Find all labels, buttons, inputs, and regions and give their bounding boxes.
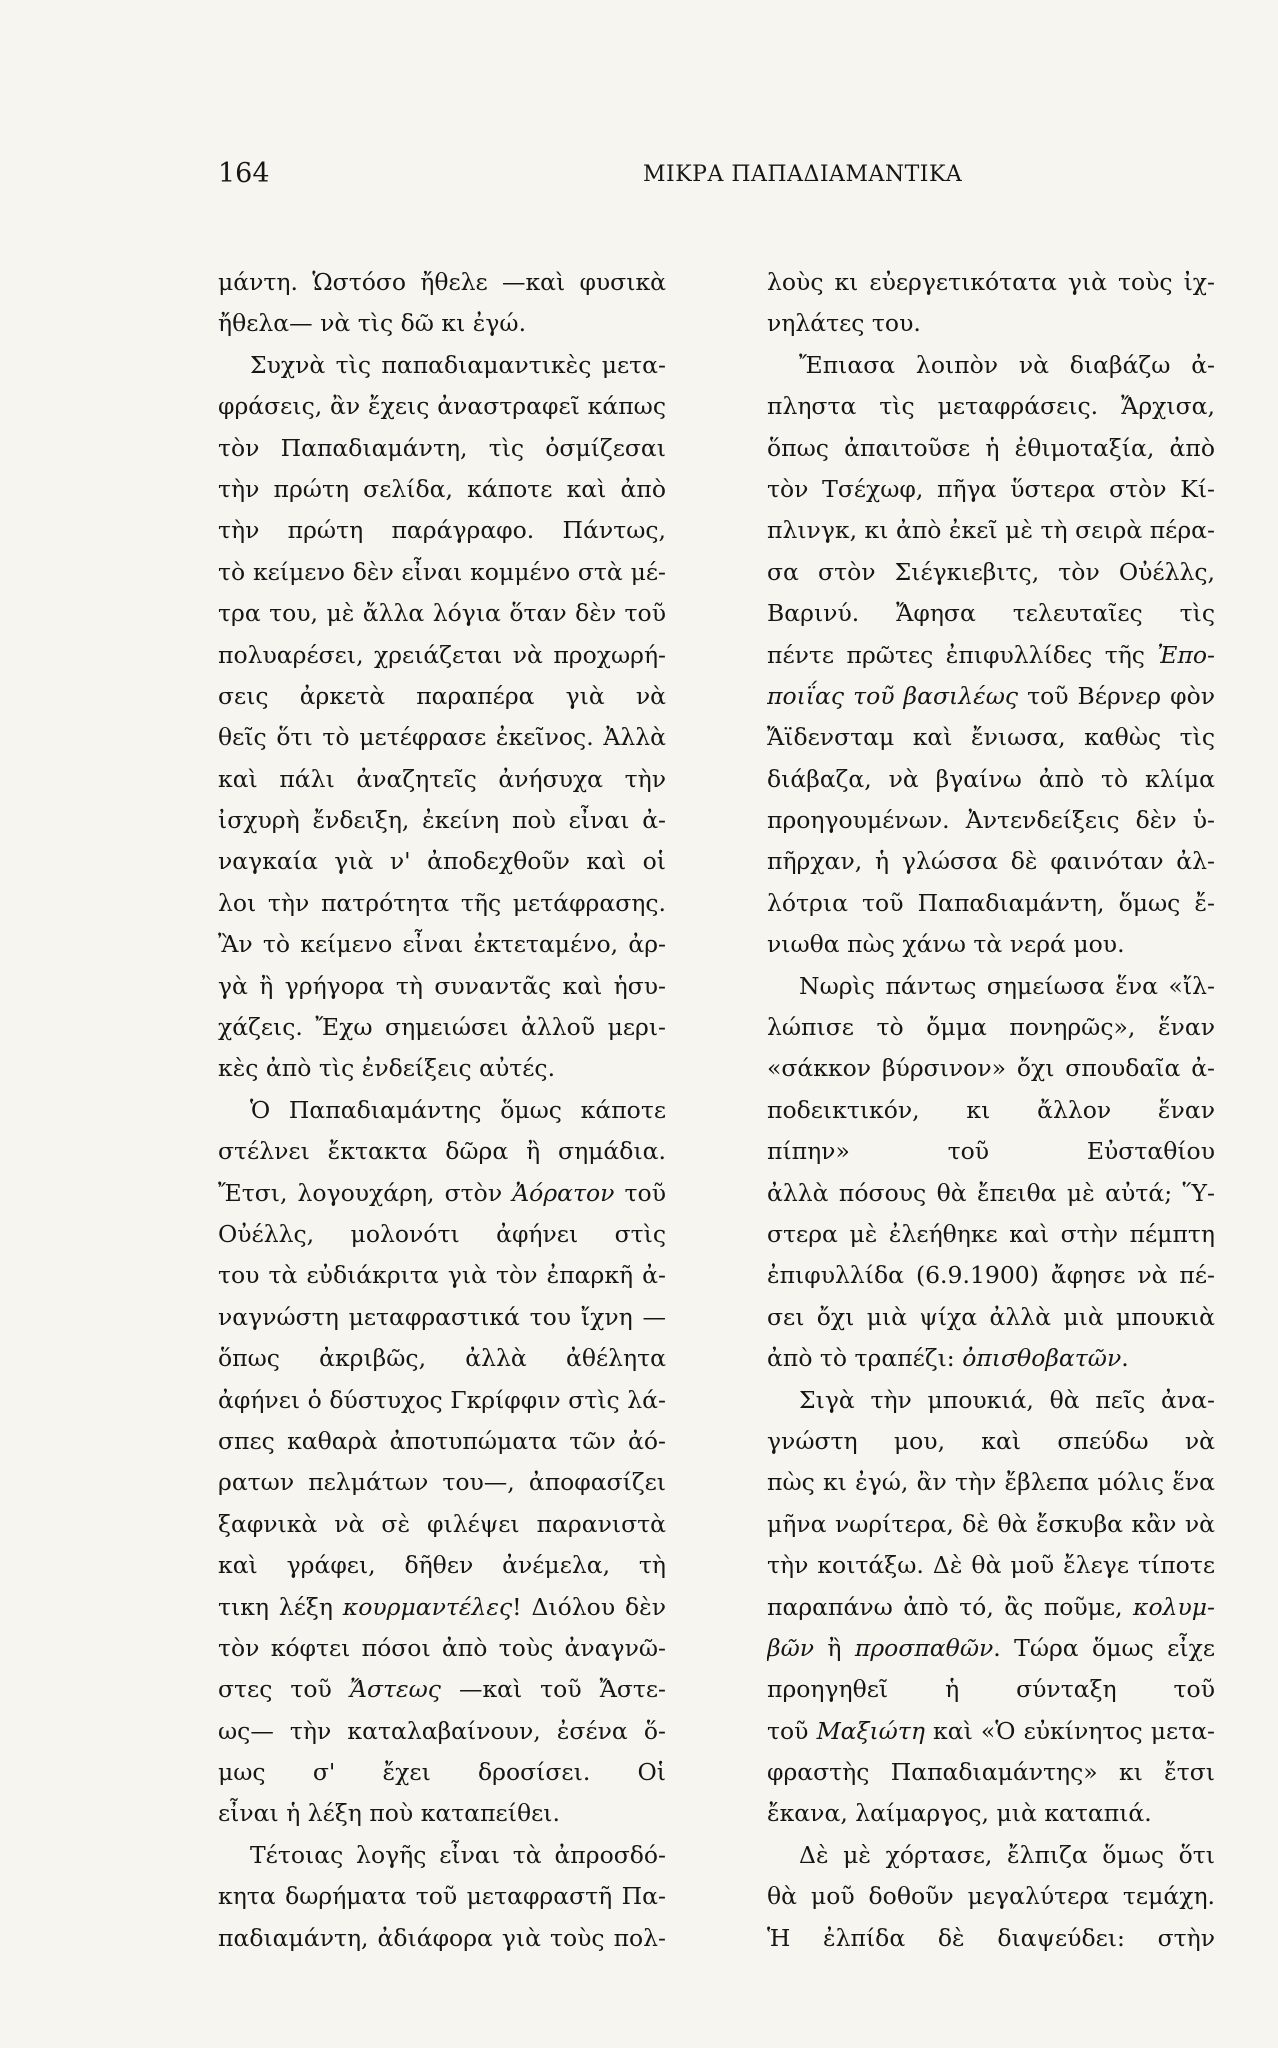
text-line xyxy=(767,1545,1215,1586)
text-line xyxy=(767,428,1215,469)
text-line xyxy=(218,262,666,303)
text-segment: —καὶ τοῦ Ἄστε- xyxy=(440,1675,666,1704)
text-line xyxy=(218,1048,666,1089)
text-segment: λοι τὴν πατρότητα τῆς μετάφρασης. xyxy=(218,888,666,917)
text-line xyxy=(218,841,666,882)
text-segment: λοὺς κι εὐεργετικότατα γιὰ τοὺς ἰχ- xyxy=(767,268,1215,296)
text-segment: ξαφνικὰ νὰ σὲ φιλέψει παρανιστὰ xyxy=(218,1509,666,1538)
text-segment: ἀφήνει ὁ δύστυχος Γκρίφφιν στὶς λά- xyxy=(218,1385,666,1414)
text-line xyxy=(767,1090,1215,1131)
text-line xyxy=(767,1173,1215,1214)
text-segment: στέλνει ἔκτακτα δῶρα ἢ σημάδια. xyxy=(218,1137,666,1166)
text-line xyxy=(767,510,1215,551)
text-line xyxy=(767,1297,1215,1338)
text-line xyxy=(218,1504,666,1545)
text-line xyxy=(767,1752,1215,1793)
text-segment: τὸν Τσέχωφ, πῆγα ὕστερα στὸν Κί- xyxy=(767,474,1215,503)
italic-text: βῶν xyxy=(767,1633,815,1662)
text-line xyxy=(767,1793,1215,1834)
text-line xyxy=(218,883,666,924)
text-line xyxy=(767,552,1215,593)
text-line xyxy=(218,428,666,469)
text-line xyxy=(767,469,1215,510)
text-line xyxy=(767,1918,1215,1959)
text-segment: ἤθελα— νὰ τὶς δῶ κι ἐγώ. xyxy=(218,309,527,338)
text-line xyxy=(767,717,1215,758)
text-segment: σεις ἀρκετὰ παραπέρα γιὰ νὰ xyxy=(218,681,666,710)
text-segment: παδιαμάντη, ἀδιάφορα γιὰ τοὺς πολ- xyxy=(218,1923,666,1952)
text-segment: λότρια τοῦ Παπαδιαμάντη, ὅμως ἔ- xyxy=(767,888,1215,917)
italic-text: ὀπισθοβατῶν xyxy=(962,1344,1122,1373)
text-line xyxy=(218,1090,666,1131)
text-segment: Οὐέλλς, μολονότι ἀφήνει στὶς xyxy=(218,1219,666,1248)
text-line xyxy=(767,1876,1215,1917)
text-line xyxy=(767,262,1215,303)
text-segment: Ἂν τὸ κείμενο εἶναι ἐκτεταμένο, ἀρ- xyxy=(218,930,666,959)
text-segment: . xyxy=(1121,1344,1129,1373)
text-line xyxy=(767,1131,1215,1172)
italic-text: ποιΐας τοῦ βασιλέως xyxy=(767,681,1019,710)
text-segment: Ὁ Παπαδιαμάντης ὅμως κάποτε xyxy=(250,1095,666,1124)
text-segment: τὴν πρώτη παράγραφο. Πάντως, xyxy=(218,516,666,545)
text-segment: του τὰ εὐδιάκριτα γιὰ τὸν ἐπαρκῆ ἀ- xyxy=(218,1261,666,1290)
text-line xyxy=(218,759,666,800)
text-line xyxy=(218,966,666,1007)
text-segment: πῆρχαν, ἡ γλώσσα δὲ φαινόταν ἀλ- xyxy=(767,847,1215,876)
text-segment: σπες καθαρὰ ἀποτυπώματα τῶν ἀό- xyxy=(218,1426,666,1455)
text-segment: προηγουμένων. Ἀντενδείξεις δὲν ὑ- xyxy=(767,806,1215,835)
text-line xyxy=(218,1338,666,1379)
text-line xyxy=(767,759,1215,800)
text-segment: ὅπως ἀκριβῶς, ἀλλὰ ἀθέλητα xyxy=(218,1344,666,1373)
text-segment: τοῦ xyxy=(767,1716,817,1745)
text-line xyxy=(218,924,666,965)
text-segment: κητα δωρήματα τοῦ μεταφραστῆ Πα- xyxy=(218,1882,666,1911)
text-segment: ρατων πελμάτων του—, ἀποφασίζει xyxy=(218,1468,666,1497)
text-line xyxy=(218,1297,666,1338)
text-segment: σα στὸν Σιέγκιεβιτς, τὸν Οὐέλλς, xyxy=(767,557,1215,586)
text-line xyxy=(767,1380,1215,1421)
text-line xyxy=(218,676,666,717)
text-line xyxy=(767,1214,1215,1255)
text-segment: τὸν κόφτει πόσοι ἀπὸ τοὺς ἀναγνῶ- xyxy=(218,1633,666,1662)
text-segment: πλινγκ, κι ἀπὸ ἐκεῖ μὲ τὴ σειρὰ πέρα- xyxy=(767,516,1215,545)
text-segment: γνώστη μου, καὶ σπεύδω νὰ xyxy=(767,1426,1215,1455)
text-segment: πέντε πρῶτες ἐπιφυλλίδες τῆς xyxy=(767,640,1158,669)
text-segment: ναγνώστη μεταφραστικά του ἴχνη — xyxy=(218,1302,666,1331)
text-segment: Ἡ ἐλπίδα δὲ διαψεύδει: στὴν xyxy=(767,1923,1215,1952)
text-line xyxy=(218,552,666,593)
right-text-column xyxy=(767,262,1215,1959)
text-line xyxy=(218,469,666,510)
text-segment: εἶναι ἡ λέξη ποὺ καταπείθει. xyxy=(218,1799,560,1828)
text-line xyxy=(767,386,1215,427)
text-segment: ! Διόλου δὲν xyxy=(512,1592,666,1621)
running-title: ΜΙΚΡΑ ΠΑΠΑΔΙΑΜΑΝΤΙΚΑ xyxy=(643,162,963,187)
text-line xyxy=(218,510,666,551)
text-segment: χάζεις. Ἔχω σημειώσει ἀλλοῦ μερι- xyxy=(218,1013,666,1042)
text-line xyxy=(767,676,1215,717)
page-header xyxy=(218,158,1230,198)
text-line xyxy=(218,1380,666,1421)
text-segment: μάντη. Ὡστόσο ἤθελε —καὶ φυσικὰ xyxy=(218,268,666,296)
text-line xyxy=(767,1421,1215,1462)
text-line xyxy=(767,800,1215,841)
text-segment: ἀλλὰ πόσους θὰ ἔπειθα μὲ αὐτά; Ὕ- xyxy=(767,1178,1215,1207)
text-line xyxy=(767,1669,1215,1710)
text-line xyxy=(767,635,1215,676)
text-line xyxy=(218,1876,666,1917)
text-line xyxy=(218,1669,666,1710)
text-segment: στες τοῦ xyxy=(218,1675,350,1704)
text-segment: πίπην» τοῦ Εὐσταθίου xyxy=(767,1137,1215,1166)
text-line xyxy=(767,593,1215,634)
text-line xyxy=(767,1338,1215,1379)
text-line xyxy=(218,1918,666,1959)
italic-text: κουρμαντέλες xyxy=(342,1592,513,1621)
text-segment: τρα του, μὲ ἄλλα λόγια ὅταν δὲν τοῦ xyxy=(218,599,666,628)
text-line xyxy=(218,1752,666,1793)
text-segment: ἰσχυρὴ ἔνδειξη, ἐκείνη ποὺ εἶναι ἀ- xyxy=(218,806,666,835)
text-segment: ἢ xyxy=(814,1633,855,1662)
text-line xyxy=(767,1587,1215,1628)
text-segment: Ἔπιασα λοιπὸν νὰ διαβάζω ἀ- xyxy=(799,350,1215,379)
italic-text: Μαξιώτη xyxy=(816,1716,925,1745)
text-segment: ἔκανα, λαίμαργος, μιὰ καταπιά. xyxy=(767,1799,1152,1828)
text-segment: φράσεις, ἂν ἔχεις ἀναστραφεῖ κάπως xyxy=(218,392,666,421)
text-line xyxy=(218,1421,666,1462)
text-segment: θὰ μοῦ δοθοῦν μεγαλύτερα τεμάχη. xyxy=(767,1882,1215,1911)
text-segment: πληστα τὶς μεταφράσεις. Ἄρχισα, xyxy=(767,392,1215,421)
text-line xyxy=(767,1835,1215,1876)
text-segment: Βαρινύ. Ἄφησα τελευταῖες τὶς xyxy=(767,599,1215,628)
text-segment: Ἄϊδενσταμ καὶ ἔνιωσα, καθὼς τὶς xyxy=(767,723,1215,752)
text-line xyxy=(767,303,1215,344)
italic-text: Ἐπο- xyxy=(1157,640,1215,669)
text-segment: «σάκκον βύρσινον» ὄχι σπουδαῖα ἀ- xyxy=(767,1054,1215,1083)
text-segment: νηλάτες του. xyxy=(767,309,921,338)
text-segment: κὲς ἀπὸ τὶς ἐνδείξεις αὐτές. xyxy=(218,1054,556,1083)
text-line xyxy=(218,303,666,344)
text-line xyxy=(218,1711,666,1752)
text-line xyxy=(218,1007,666,1048)
text-segment: Τέτοιας λογῆς εἶναι τὰ ἀπροσδό- xyxy=(250,1840,666,1869)
text-segment: προηγηθεῖ ἡ σύνταξη τοῦ xyxy=(767,1675,1215,1704)
text-segment: θεῖς ὅτι τὸ μετέφρασε ἐκεῖνος. Ἀλλὰ xyxy=(218,723,666,752)
text-segment: ποδεικτικόν, κι ἄλλον ἕναν xyxy=(767,1095,1215,1124)
text-segment: Σιγὰ τὴν μπουκιά, θὰ πεῖς ἀνα- xyxy=(799,1385,1215,1414)
text-segment: ως— τὴν καταλαβαίνουν, ἐσένα ὅ- xyxy=(218,1716,666,1745)
text-line xyxy=(218,1587,666,1628)
text-line xyxy=(767,1462,1215,1503)
text-segment: καὶ «Ὁ εὐκίνητος μετα- xyxy=(924,1716,1215,1745)
text-segment: ἐπιφυλλίδα (6.9.1900) ἄφησε νὰ πέ- xyxy=(767,1261,1215,1290)
text-segment: φραστὴς Παπαδιαμάντης» κι ἔτσι xyxy=(767,1758,1215,1787)
text-segment: μως σ' ἔχει δροσίσει. Οἱ xyxy=(218,1758,666,1787)
italic-text: προσπαθῶν xyxy=(854,1633,994,1662)
text-segment: τοῦ xyxy=(614,1178,666,1207)
text-line xyxy=(218,386,666,427)
text-segment: . Τώρα ὅμως εἶχε xyxy=(993,1633,1215,1662)
text-segment: τὸν Παπαδιαμάντη, τὶς ὀσμίζεσαι xyxy=(218,433,666,462)
left-text-column xyxy=(218,262,666,1959)
text-segment: γὰ ἢ γρήγορα τὴ συναντᾶς καὶ ἡσυ- xyxy=(218,971,666,1000)
text-line xyxy=(767,924,1215,965)
text-segment: μῆνα νωρίτερα, δὲ θὰ ἔσκυβα κἂν νὰ xyxy=(767,1509,1215,1538)
text-line xyxy=(767,966,1215,1007)
text-line xyxy=(218,1255,666,1296)
text-line xyxy=(767,1628,1215,1669)
text-segment: νιωθα πὼς χάνω τὰ νερά μου. xyxy=(767,930,1125,959)
text-segment: ναγκαία γιὰ ν' ἀποδεχθοῦν καὶ οἱ xyxy=(218,847,666,876)
text-segment: τὴν κοιτάξω. Δὲ θὰ μοῦ ἔλεγε τίποτε xyxy=(767,1551,1215,1580)
text-line xyxy=(767,1255,1215,1296)
text-line xyxy=(218,800,666,841)
text-segment: πὼς κι ἐγώ, ἂν τὴν ἔβλεπα μόλις ἕνα xyxy=(767,1468,1215,1497)
text-line xyxy=(218,1835,666,1876)
text-line xyxy=(218,1173,666,1214)
text-segment: Ἔτσι, λογουχάρη, στὸν xyxy=(218,1178,513,1207)
text-line xyxy=(218,717,666,758)
text-segment: Δὲ μὲ χόρτασε, ἔλπιζα ὅμως ὅτι xyxy=(799,1840,1215,1869)
text-line xyxy=(218,593,666,634)
text-line xyxy=(218,1793,666,1834)
italic-text: κολυμ- xyxy=(1133,1592,1215,1621)
text-segment: καὶ πάλι ἀναζητεῖς ἀνήσυχα τὴν xyxy=(218,764,666,793)
text-line xyxy=(767,883,1215,924)
text-segment: τὴν πρώτη σελίδα, κάποτε καὶ ἀπὸ xyxy=(218,474,666,503)
italic-text: Ἀόρατον xyxy=(512,1178,615,1207)
text-line xyxy=(218,345,666,386)
text-line xyxy=(767,1711,1215,1752)
text-segment: στερα μὲ ἐλεήθηκε καὶ στὴν πέμπτη xyxy=(767,1219,1215,1248)
text-segment: πολυαρέσει, χρειάζεται νὰ προχωρή- xyxy=(218,640,666,669)
text-segment: διάβαζα, νὰ βγαίνω ἀπὸ τὸ κλίμα xyxy=(767,764,1215,793)
text-line xyxy=(218,1462,666,1503)
text-segment: καὶ γράφει, δῆθεν ἀνέμελα, τὴ xyxy=(218,1551,666,1580)
page-number: 164 xyxy=(218,158,270,189)
text-line xyxy=(767,1504,1215,1545)
text-segment: τικη λέξη xyxy=(218,1592,343,1621)
text-line xyxy=(218,635,666,676)
italic-text: Ἄστεως xyxy=(349,1675,441,1704)
text-segment: ὅπως ἀπαιτοῦσε ἡ ἐθιμοταξία, ἀπὸ xyxy=(767,433,1215,462)
text-line xyxy=(218,1628,666,1669)
text-line xyxy=(218,1131,666,1172)
text-line xyxy=(218,1545,666,1586)
text-segment: τοῦ Βέρνερ φὸν xyxy=(1018,681,1215,710)
text-segment: παραπάνω ἀπὸ τό, ἂς ποῦμε, xyxy=(767,1592,1134,1621)
text-line xyxy=(767,345,1215,386)
text-segment: τὸ κείμενο δὲν εἶναι κομμένο στὰ μέ- xyxy=(218,557,666,586)
text-segment: Συχνὰ τὶς παπαδιαμαντικὲς μετα- xyxy=(250,350,666,379)
text-segment: ἀπὸ τὸ τραπέζι: xyxy=(767,1344,963,1373)
text-segment: λώπισε τὸ ὄμμα πονηρῶς», ἕναν xyxy=(767,1013,1215,1042)
text-segment: σει ὄχι μιὰ ψίχα ἀλλὰ μιὰ μπουκιὰ xyxy=(767,1302,1215,1331)
text-line xyxy=(767,1048,1215,1089)
text-line xyxy=(767,1007,1215,1048)
text-line xyxy=(218,1214,666,1255)
text-line xyxy=(767,841,1215,882)
text-segment: Νωρὶς πάντως σημείωσα ἕνα «ἴλ- xyxy=(799,971,1215,1000)
